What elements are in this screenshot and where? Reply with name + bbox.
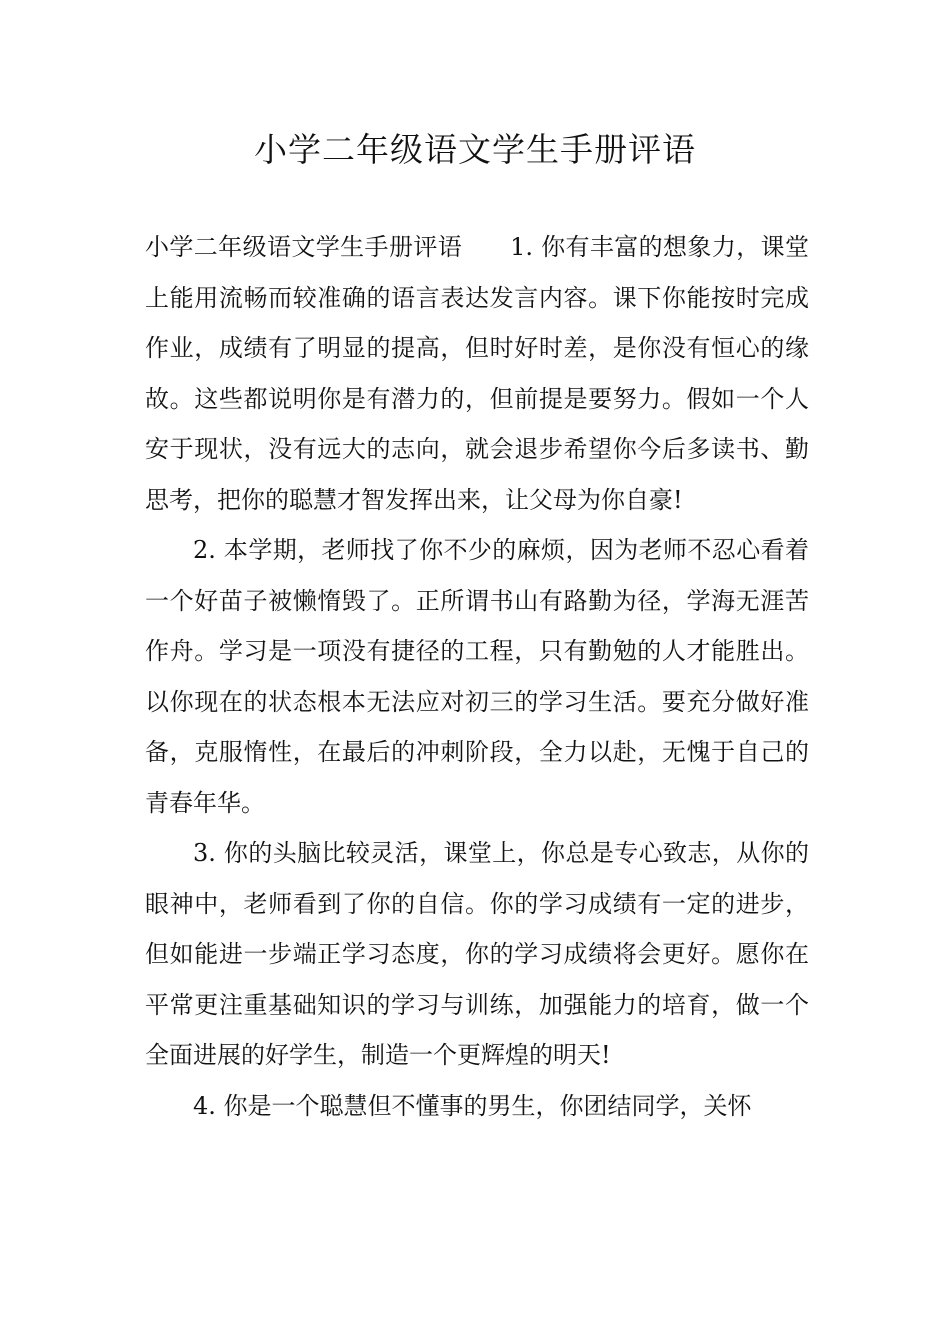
paragraph-1 bbox=[145, 222, 809, 525]
document-body bbox=[145, 222, 809, 1131]
paragraph-1-text: 1. 你有丰富的想象力，课堂上能用流畅而较准确的语言表达发言内容。课下你能按时完成作业，成绩有了明显的提高，但时好时差，是你没有恒心的缘故。这些都说明你是有潜力的，但前提是要努力。假如一个人安于现状，没有远大的志向，就会退步希望你今后多读书、勤思考，把你的聪慧才智发挥出来，让父母为你自豪! bbox=[145, 233, 810, 514]
paragraph-3: 3. 你的头脑比较灵活，课堂上，你总是专心致志，从你的眼神中，老师看到了你的自信。你的学习成绩有一定的进步，但如能进一步端正学习态度，你的学习成绩将会更好。愿你在平常更注重基础知识的学习与训练，加强能力的培育，做一个全面进展的好学生，制造一个更辉煌的明天! bbox=[145, 839, 809, 1069]
paragraph-2: 2. 本学期，老师找了你不少的麻烦，因为老师不忍心看着一个好苗子被懒惰毁了。正所谓书山有路勤为径，学海无涯苦作舟。学习是一项没有捷径的工程，只有勤勉的人才能胜出。以你现在的状态根本无法应对初三的学习生活。要充分做好准备，克服惰性，在最后的冲刺阶段，全力以赴，无愧于自己的青春年华。 bbox=[145, 536, 809, 817]
paragraph-4: 4. 你是一个聪慧但不懂事的男生，你团结同学，关怀 bbox=[193, 1091, 752, 1120]
document-title: 小学二年级语文学生手册评语 bbox=[254, 130, 696, 169]
intro-title: 小学二年级语文学生手册评语 bbox=[145, 233, 463, 261]
